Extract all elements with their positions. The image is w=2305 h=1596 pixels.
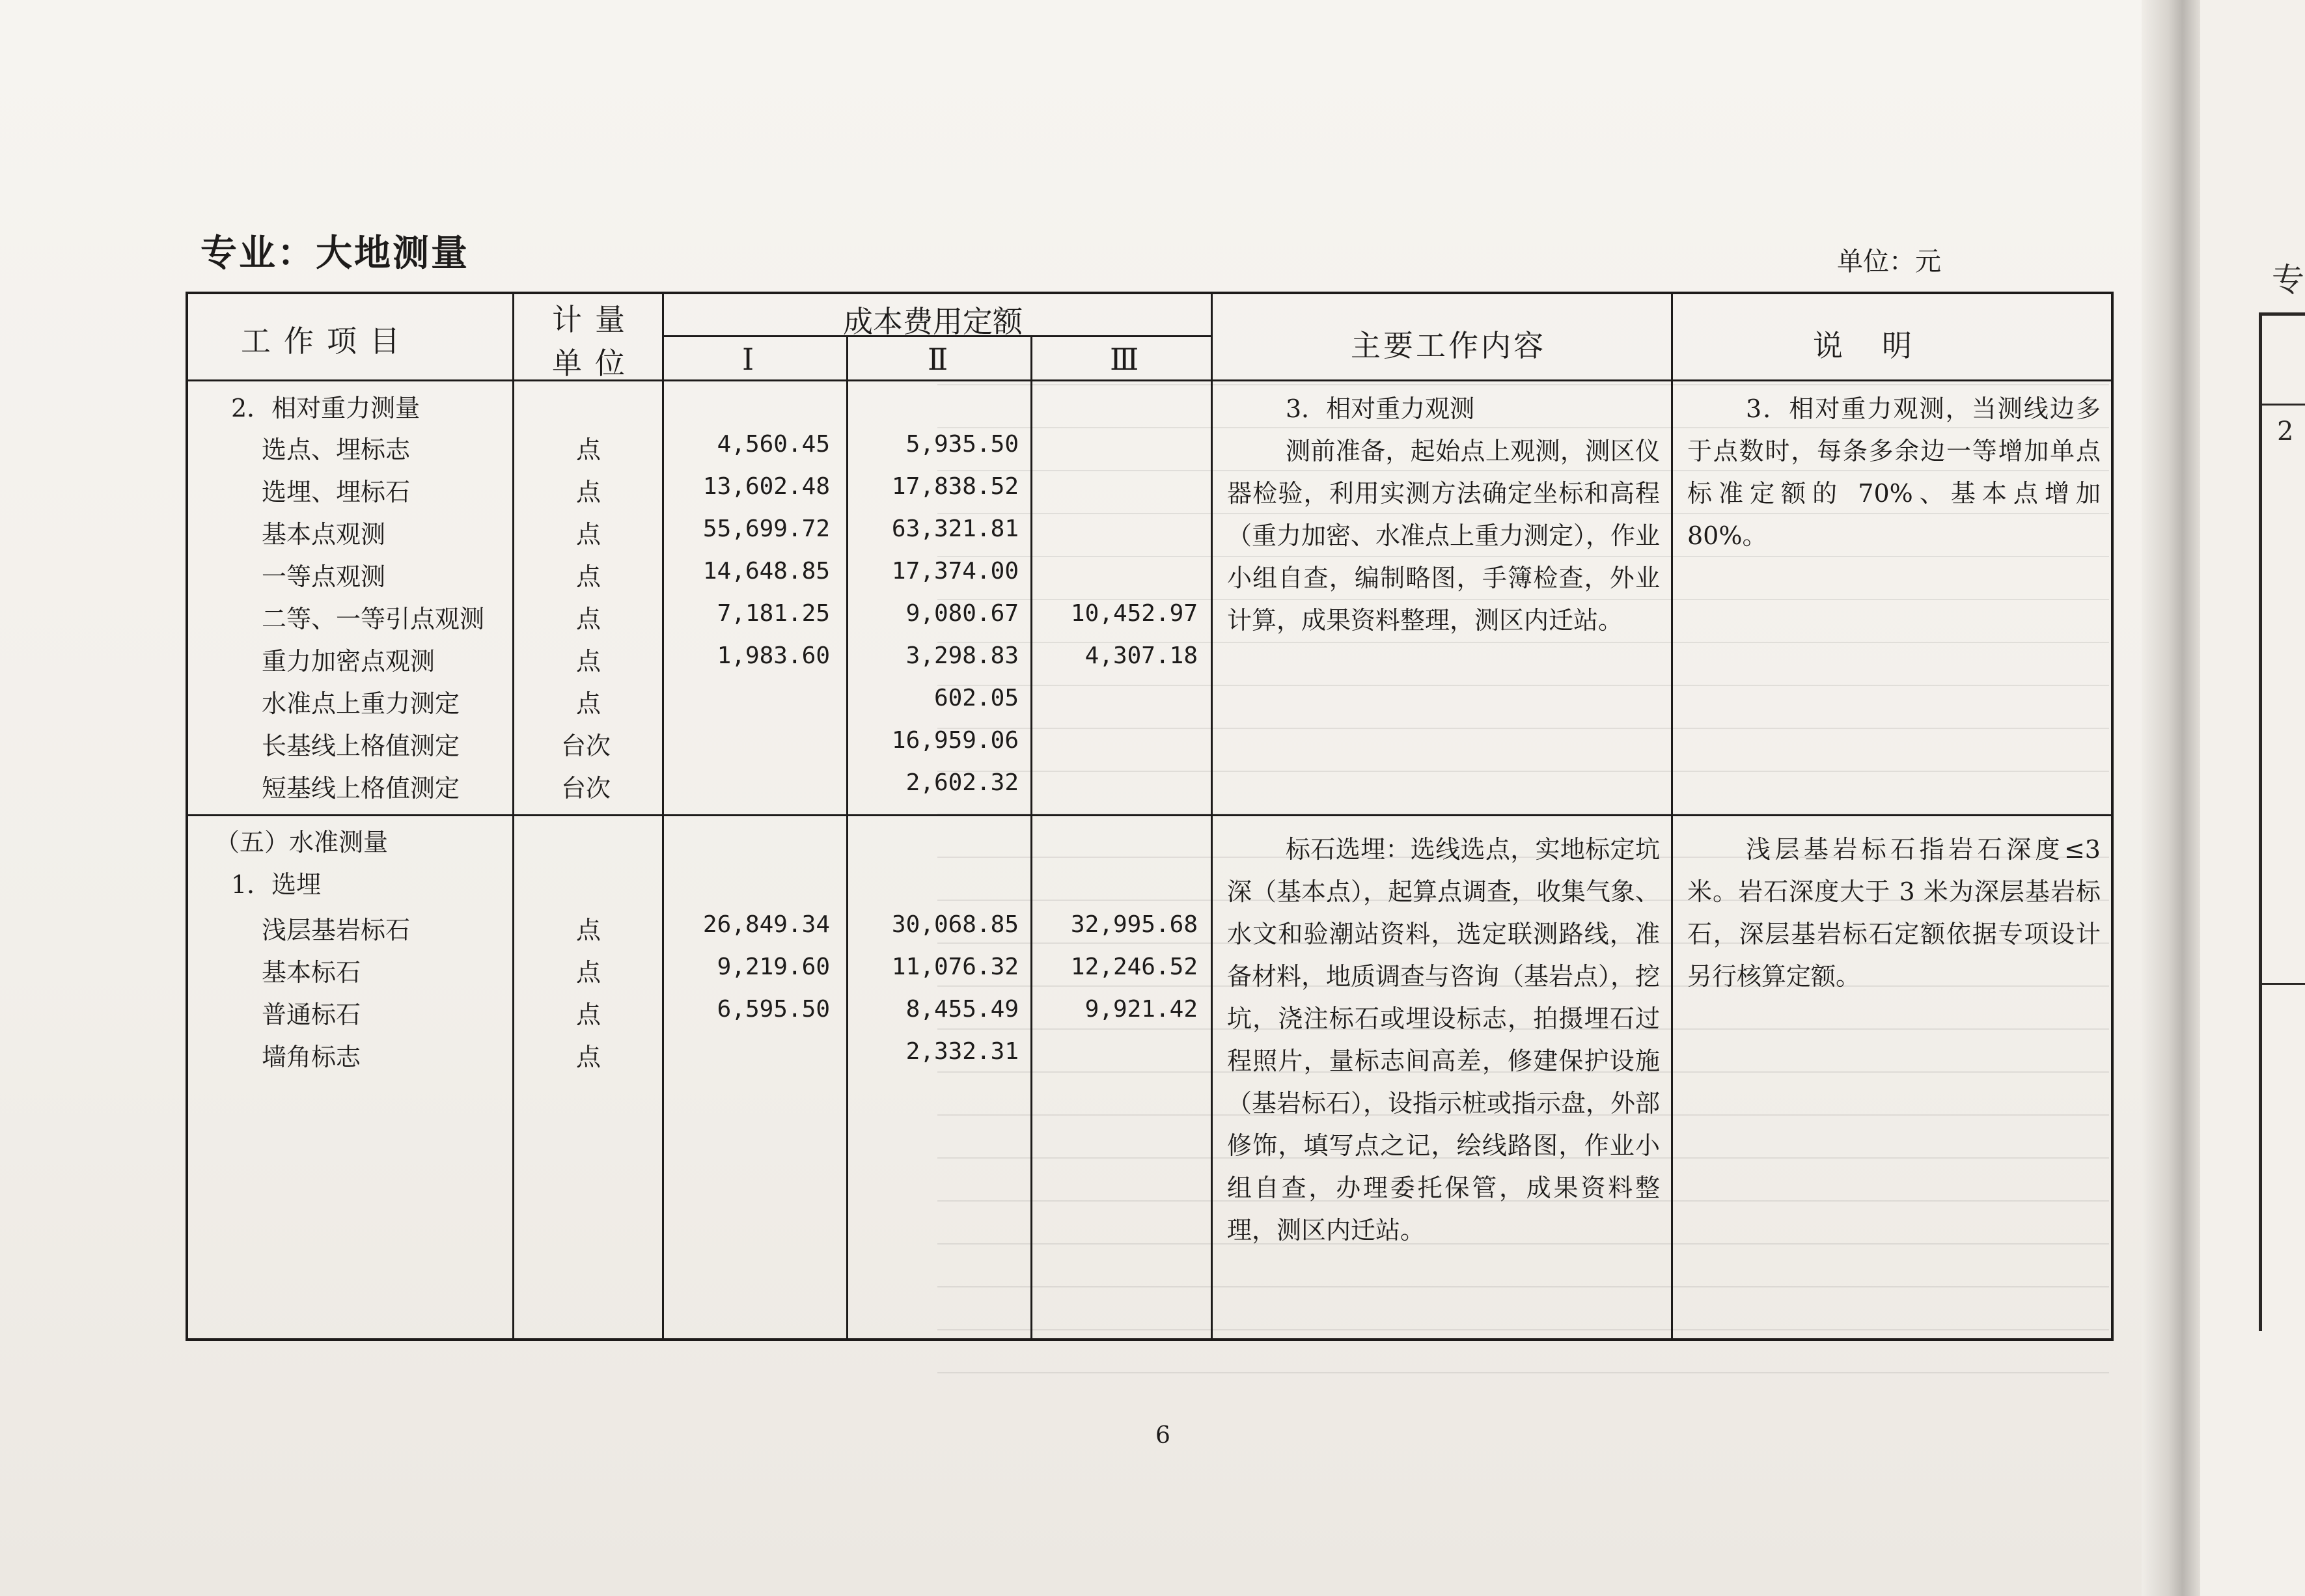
next-page-edge xyxy=(2200,0,2305,1596)
cost-grade-2: 3,298.83 xyxy=(905,642,1019,669)
row-item-name: 选埋、埋标石 xyxy=(262,478,411,506)
remarks-text: 浅层基岩标石指岩石深度≤3 米。岩石深度大于 3 米为深层基岩标石，深层基岩标石定额依据专项设计另行核算定额。 xyxy=(1687,835,2101,991)
work-content-heading: 3．相对重力观测 xyxy=(1286,394,1475,423)
cost-grade-2: 602.05 xyxy=(933,685,1019,711)
row-item-name: 选点、埋标志 xyxy=(262,435,411,464)
row-item-name: 水准点上重力测定 xyxy=(262,689,460,718)
row-item-name: 普通标石 xyxy=(262,1000,361,1029)
cost-grade-1: 6,595.50 xyxy=(717,996,830,1023)
cost-grade-1: 9,219.60 xyxy=(717,954,830,980)
cost-grade-2: 8,455.49 xyxy=(905,996,1019,1023)
cost-grade-2: 9,080.67 xyxy=(905,600,1019,627)
header-remarks: 说明 xyxy=(1813,328,1951,363)
cost-grade-1: 13,602.48 xyxy=(702,473,830,500)
subsection-heading: 1．选埋 xyxy=(231,870,322,899)
cost-grade-3: 10,452.97 xyxy=(1070,600,1198,627)
row-item-name: 重力加密点观测 xyxy=(262,647,435,676)
cost-grade-1: 14,648.85 xyxy=(702,558,830,585)
cost-grade-2: 16,959.06 xyxy=(891,727,1019,754)
header-unit-line2: 单位 xyxy=(552,346,638,381)
row-unit: 点 xyxy=(576,562,601,591)
header-work-item: 工作项目 xyxy=(241,323,413,359)
cost-grade-1: 7,181.25 xyxy=(717,600,830,627)
col-divider xyxy=(846,335,848,1341)
row-unit: 点 xyxy=(576,478,601,506)
header-main-work: 主要工作内容 xyxy=(1351,328,1546,363)
cost-grade-2: 63,321.81 xyxy=(891,516,1019,542)
next-page-title-fragment: 专 xyxy=(2272,261,2304,299)
cost-grade-3: 4,307.18 xyxy=(1084,642,1198,669)
row-item-name: 墙角标志 xyxy=(262,1043,361,1071)
header-grade-1: Ⅰ xyxy=(742,342,754,377)
cost-grade-2: 2,602.32 xyxy=(905,769,1019,796)
row-item-name: 二等、一等引点观测 xyxy=(262,605,485,633)
work-content-text: 测前准备，起始点上观测，测区仪器检验，利用实测方法确定坐标和高程（重力加密、水准点上重力测定），作业小组自查，编制略图，手簿检查，外业计算，成果资料整理，测区内迁站。 xyxy=(1227,437,1661,635)
cost-grade-2: 17,838.52 xyxy=(891,473,1019,500)
row-unit: 点 xyxy=(576,958,601,987)
next-page-rule xyxy=(2259,404,2305,406)
cost-grade-2: 17,374.00 xyxy=(891,558,1019,585)
col-divider xyxy=(662,292,664,1341)
cost-grade-2: 11,076.32 xyxy=(891,954,1019,980)
col-divider xyxy=(512,292,514,1341)
row-item-name: 长基线上格值测定 xyxy=(262,732,460,760)
cost-grade-1: 4,560.45 xyxy=(717,431,830,458)
row-unit: 台次 xyxy=(561,774,611,803)
cost-grade-3: 9,921.42 xyxy=(1084,996,1198,1023)
next-page-digit-fragment: 2 xyxy=(2277,417,2294,447)
remarks-text: 3．相对重力观测，当测线边多于点数时，每条多余边一等增加单点标准定额的 70%、基本点增加 80%。 xyxy=(1687,394,2101,550)
row-item-name: 一等点观测 xyxy=(262,562,386,591)
section-rule xyxy=(186,814,2114,816)
row-item-name: 短基线上格值测定 xyxy=(262,774,460,803)
row-item-name: 基本标石 xyxy=(262,958,361,987)
row-unit: 点 xyxy=(576,1000,601,1029)
cost-grade-1: 55,699.72 xyxy=(702,516,830,542)
cost-grade-2: 2,332.31 xyxy=(905,1038,1019,1065)
cost-grade-3: 12,246.52 xyxy=(1070,954,1198,980)
row-unit: 点 xyxy=(576,689,601,718)
cost-grade-1: 1,983.60 xyxy=(717,642,830,669)
unit-label: 单位：元 xyxy=(1837,247,1941,277)
header-cost-quota: 成本费用定额 xyxy=(843,304,1023,339)
row-unit: 台次 xyxy=(561,732,611,760)
row-unit: 点 xyxy=(576,435,601,464)
book-gutter xyxy=(2142,0,2200,1596)
page-number: 6 xyxy=(1155,1422,1170,1449)
cost-grade-1: 26,849.34 xyxy=(702,911,830,938)
row-item-name: 浅层基岩标石 xyxy=(262,916,411,944)
row-unit: 点 xyxy=(576,1043,601,1071)
header-unit-line1: 计量 xyxy=(552,302,638,337)
work-content-text: 标石选埋：选线选点，实地标定坑深（基本点），起算点调查，收集气象、水文和验潮站资料，选定联测路线，准备材料，地质调查与咨询（基岩点），挖坑，浇注标石或埋设标志，拍摄埋石过程照片，量标志间高差，修建保护设施（基岩标石），设指示桩或指示盘，外部修饰，填写点之记，绘线路图，作业小组自查，办理委托保管，成果资料整理，测区内迁站。 xyxy=(1227,835,1661,1245)
row-unit: 点 xyxy=(576,916,601,944)
row-item-name: 基本点观测 xyxy=(262,520,386,549)
section-heading: （五）水准测量 xyxy=(215,828,389,857)
header-grade-3: Ⅲ xyxy=(1110,342,1139,377)
next-page-table-frame xyxy=(2259,312,2305,1331)
section-heading: 2．相对重力测量 xyxy=(231,394,421,422)
row-unit: 点 xyxy=(576,605,601,633)
header-bottom-rule xyxy=(186,379,2114,381)
cost-grade-2: 5,935.50 xyxy=(905,431,1019,458)
header-grade-2: Ⅱ xyxy=(928,342,948,377)
next-page-rule xyxy=(2259,983,2305,985)
col-divider xyxy=(1671,292,1673,1341)
cost-grade-2: 30,068.85 xyxy=(891,911,1019,938)
row-unit: 点 xyxy=(576,520,601,549)
col-divider xyxy=(1030,335,1032,1341)
col-divider xyxy=(1211,292,1213,1341)
page-title: 专业：大地测量 xyxy=(200,232,469,275)
row-unit: 点 xyxy=(576,647,601,676)
cost-grade-3: 32,995.68 xyxy=(1070,911,1198,938)
